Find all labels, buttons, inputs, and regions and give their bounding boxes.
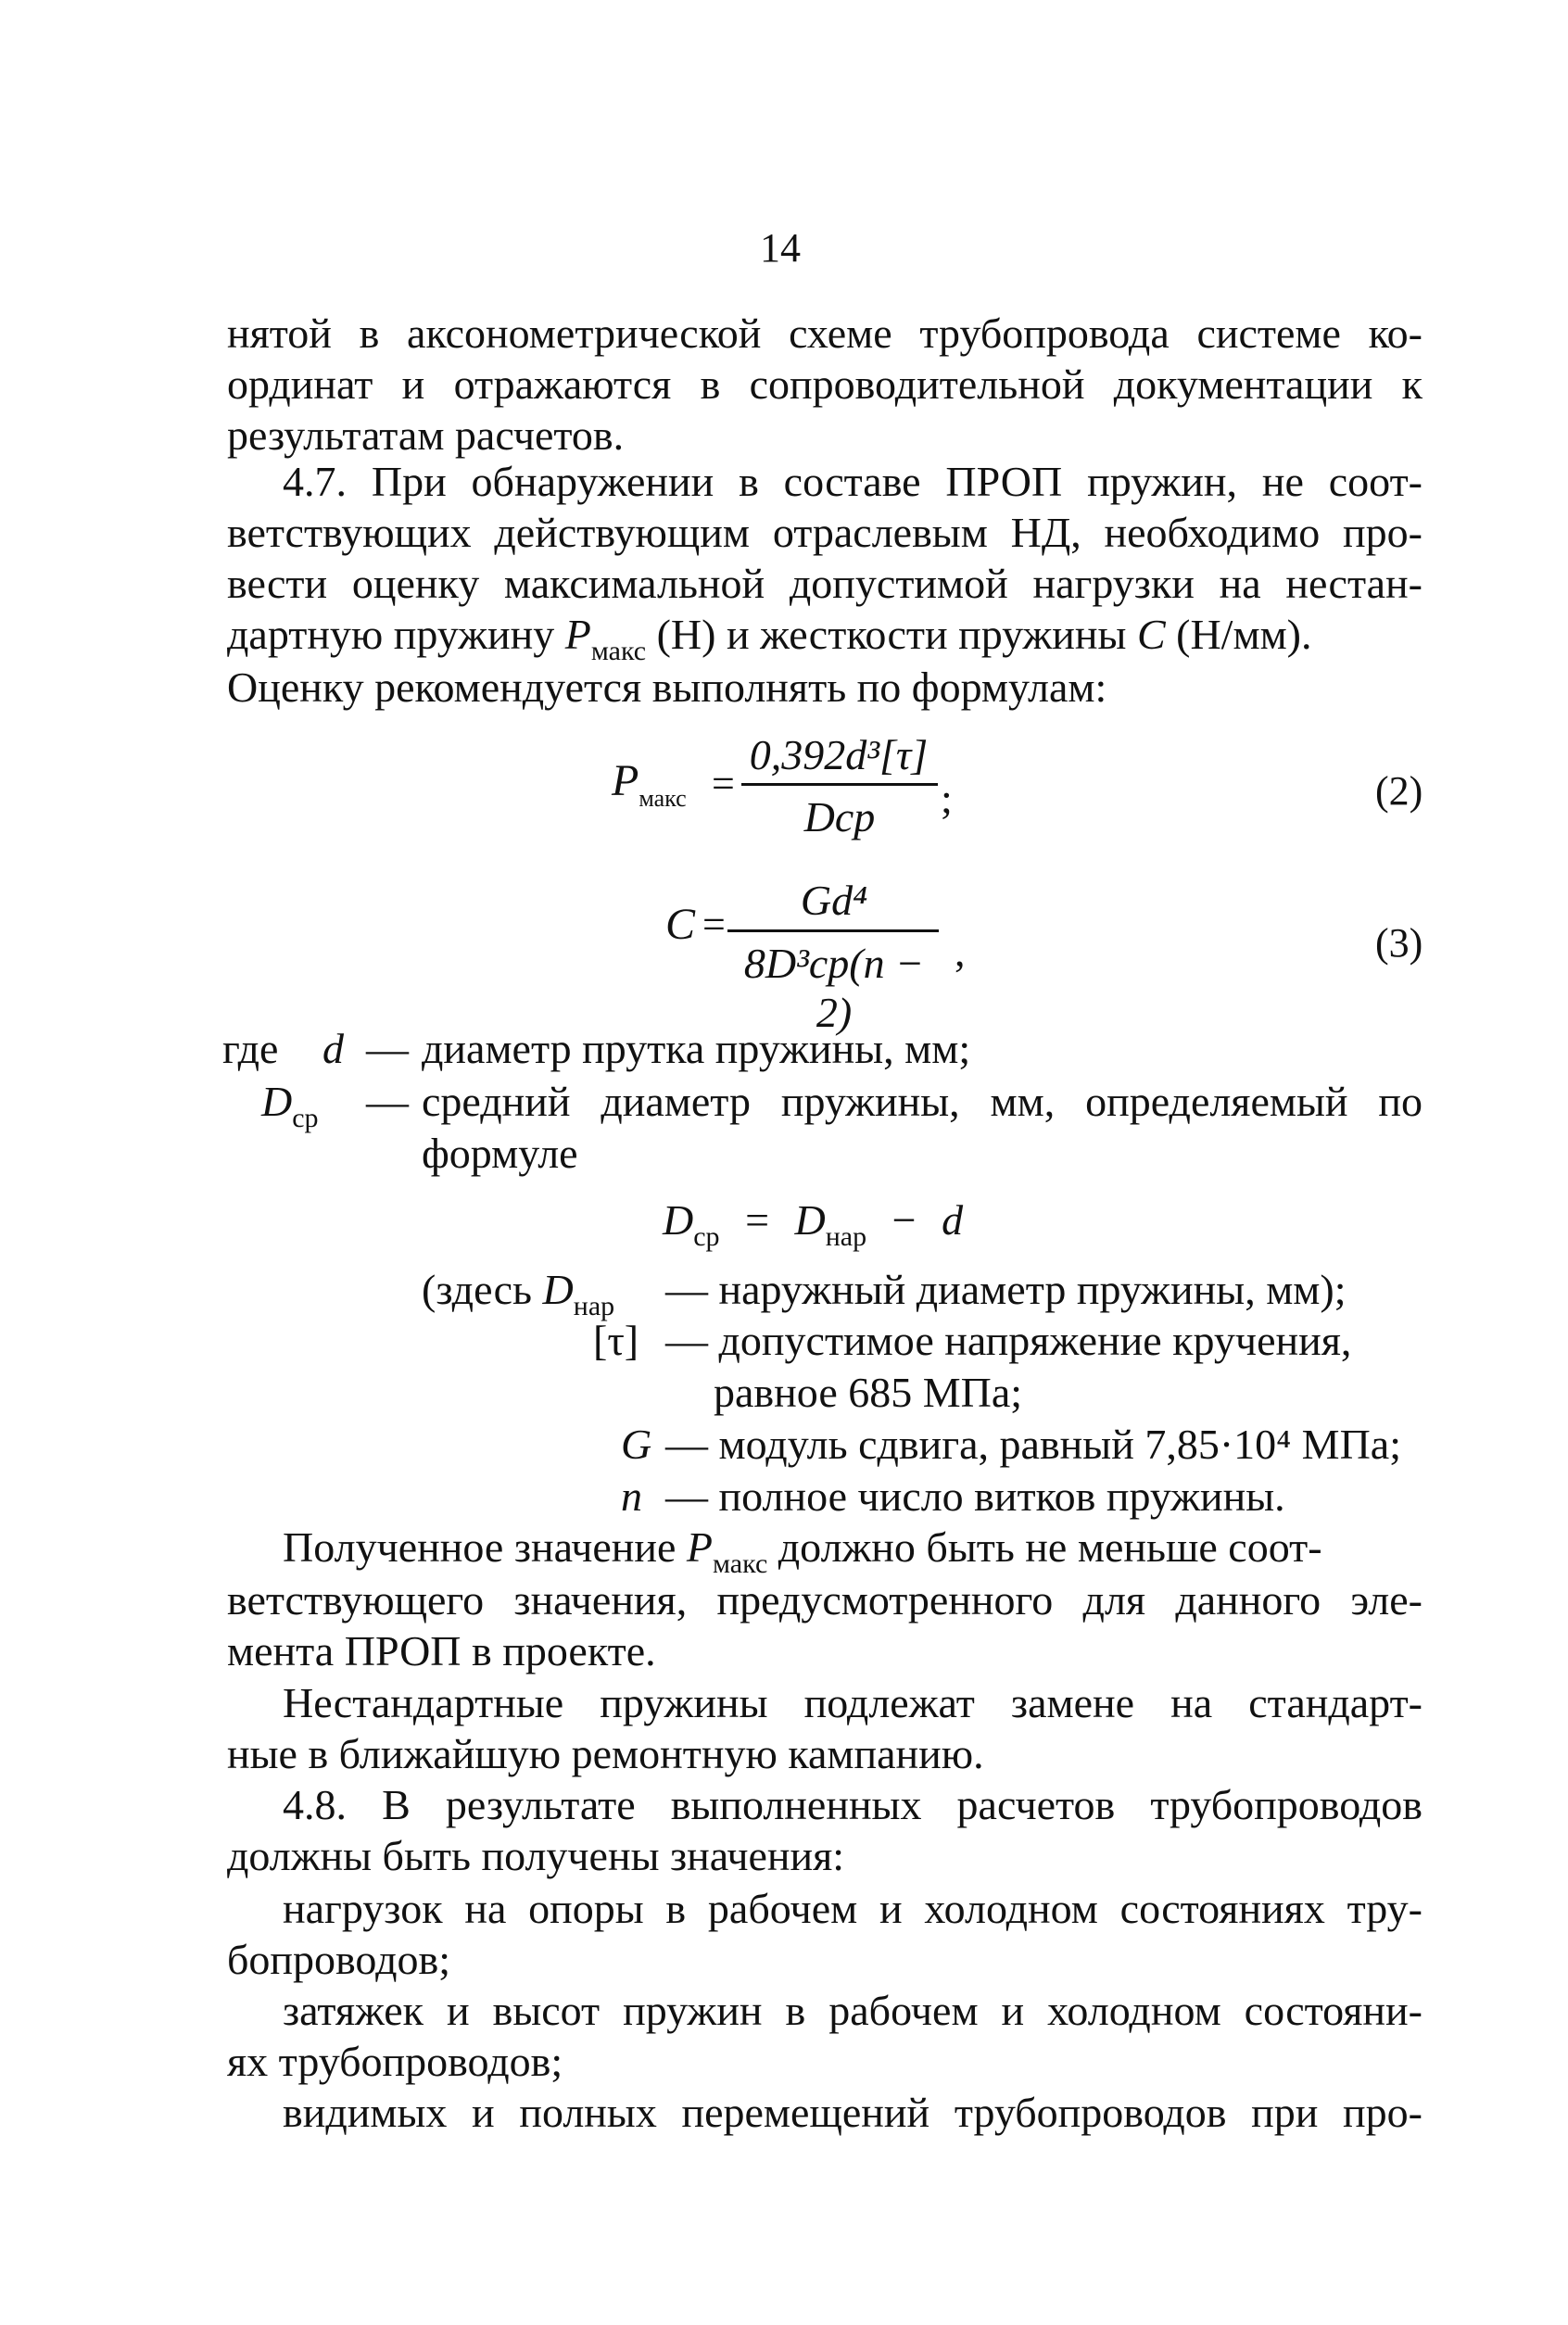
text-line: должны быть получены значения: bbox=[227, 1832, 845, 1879]
definition-dcp-cont: формуле bbox=[422, 1130, 578, 1177]
text-line bbox=[227, 607, 1423, 666]
equation-punctuation: , bbox=[955, 928, 966, 975]
dash: — bbox=[366, 1078, 409, 1125]
text-line: Оценку рекомендуется выполнять по формулам: bbox=[227, 663, 1107, 711]
where-label: где bbox=[222, 1025, 279, 1072]
symbol-p: P bbox=[612, 756, 639, 805]
text-line: ординат и отражаются в сопроводительной документации к bbox=[227, 360, 1423, 408]
symbol-d-upper: D bbox=[663, 1196, 694, 1244]
equation-punctuation: ; bbox=[941, 775, 953, 822]
symbol-n: n bbox=[621, 1472, 642, 1520]
minus-sign: − bbox=[891, 1196, 917, 1244]
symbol-c: C bbox=[1136, 611, 1166, 658]
fraction-bar bbox=[741, 783, 938, 786]
subscript-makc: макс bbox=[590, 636, 647, 666]
equals-sign: = bbox=[702, 902, 726, 947]
definition-tau-cont: равное 685 МПа; bbox=[714, 1369, 1023, 1416]
text-fragment: (Н) и жесткости пружины bbox=[656, 611, 1127, 658]
symbol-p: P bbox=[564, 611, 591, 658]
text-line: ветствующих действующим отраслевым НД, необходимо про- bbox=[227, 509, 1423, 556]
symbol-g: G bbox=[621, 1421, 652, 1468]
text-fragment: должно быть не меньше соот- bbox=[778, 1523, 1322, 1571]
text-line: нагрузок на опоры в рабочем и холодном состояниях тру- bbox=[283, 1885, 1423, 1932]
subscript-cp: ср bbox=[693, 1221, 720, 1252]
subscript-makc: макс bbox=[639, 785, 687, 812]
text-line: 4.8. В результате выполненных расчетов трубопроводов bbox=[283, 1781, 1423, 1828]
text-line: Нестандартные пружины подлежат замене на стандарт- bbox=[283, 1679, 1423, 1726]
text-line: ветствующего значения, предусмотренного для данного эле- bbox=[227, 1576, 1423, 1624]
fraction-numerator: Gd⁴ bbox=[800, 877, 868, 924]
subscript-makc: макс bbox=[713, 1548, 768, 1579]
text-line: вести оценку максимальной допустимой нагрузки на нестан- bbox=[227, 560, 1423, 607]
equals-sign: = bbox=[712, 761, 735, 806]
fraction-denominator: 8D³ср(n − 2) bbox=[743, 940, 925, 1036]
equation-number: (2) bbox=[1375, 768, 1423, 814]
text-line: мента ПРОП в проекте. bbox=[227, 1627, 656, 1674]
definition-dnap: — наружный диаметр пружины, мм); bbox=[665, 1266, 1347, 1313]
text-line: ные в ближайшую ремонтную кампанию. bbox=[227, 1730, 984, 1777]
definition-dcp: средний диаметр пружины, мм, определяемый по bbox=[422, 1078, 1423, 1125]
text-line bbox=[283, 1520, 1423, 1579]
fraction-bar bbox=[727, 929, 939, 932]
symbol-d-upper: D bbox=[794, 1196, 826, 1244]
symbol-dcp bbox=[261, 1077, 319, 1133]
definition-tau: — допустимое напряжение кручения, bbox=[665, 1317, 1352, 1364]
fraction-numerator: 0,392d³[τ] bbox=[749, 731, 929, 778]
subscript-nap: нар bbox=[573, 1291, 615, 1321]
symbol-d: d bbox=[322, 1025, 344, 1072]
dash: — bbox=[366, 1025, 409, 1072]
text-line: ях трубопроводов; bbox=[227, 2038, 563, 2085]
text-line: 4.7. При обнаружении в составе ПРОП пружин, не соот- bbox=[283, 458, 1423, 505]
text-line: затяжек и высот пружин в рабочем и холодном состояни- bbox=[283, 1987, 1423, 2034]
formula-dcp bbox=[663, 1195, 964, 1252]
symbol-d: d bbox=[942, 1196, 964, 1244]
text-fragment: Полученное значение bbox=[283, 1523, 677, 1571]
symbol-d-upper: D bbox=[542, 1266, 574, 1313]
equation-number: (3) bbox=[1375, 920, 1423, 966]
text-fragment: (Н/мм). bbox=[1176, 611, 1312, 658]
text-fragment: дартную пружину bbox=[227, 611, 555, 658]
symbol-d-upper: D bbox=[261, 1078, 293, 1125]
page-number: 14 bbox=[760, 225, 801, 271]
subscript-cp: ср bbox=[292, 1103, 319, 1133]
definition-n: — полное число витков пружины. bbox=[665, 1472, 1285, 1520]
subscript-nap: нар bbox=[825, 1221, 867, 1252]
equals-sign: = bbox=[745, 1196, 770, 1244]
zdes-line bbox=[422, 1265, 615, 1321]
symbol-c: C bbox=[665, 900, 696, 949]
symbol-p: P bbox=[686, 1523, 714, 1571]
text-line: результатам расчетов. bbox=[227, 411, 625, 459]
fraction-denominator: Dср bbox=[803, 793, 876, 840]
text-line: нятой в аксонометрической схеме трубопровода системе ко- bbox=[227, 310, 1423, 357]
text-line: бопроводов; bbox=[227, 1936, 451, 1983]
definition-d: диаметр прутка пружины, мм; bbox=[422, 1025, 971, 1072]
text-fragment: (здесь bbox=[422, 1266, 533, 1313]
definition-g: — модуль сдвига, равный 7,85·10⁴ МПа; bbox=[665, 1421, 1401, 1468]
symbol-tau: [τ] bbox=[593, 1317, 639, 1364]
text-line: видимых и полных перемещений трубопроводов при про- bbox=[283, 2089, 1423, 2136]
